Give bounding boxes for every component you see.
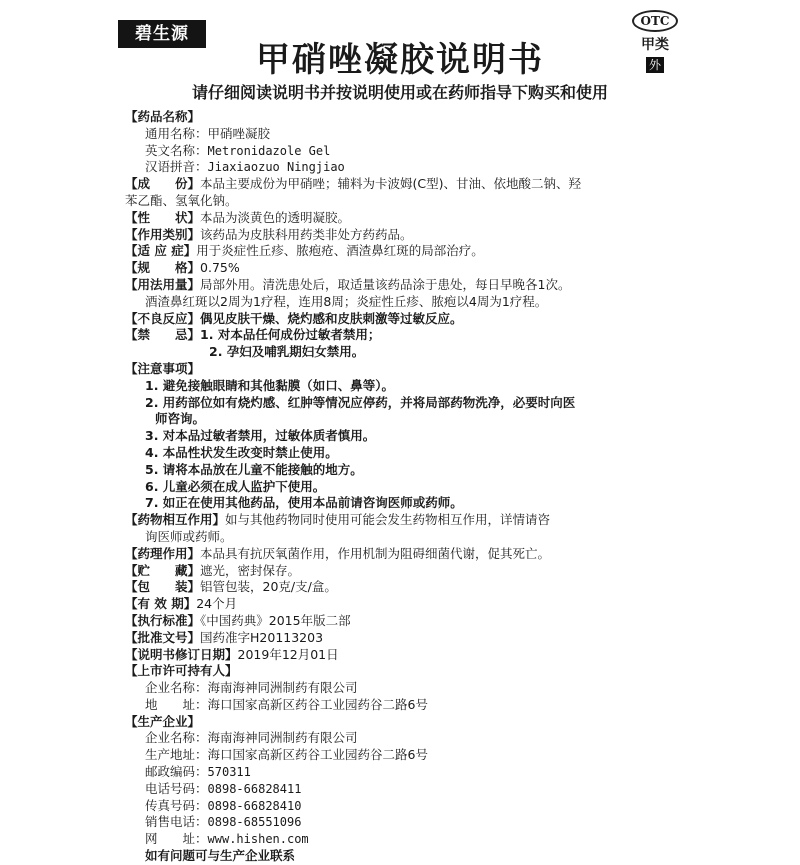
field-label: 【禁 忌】 [125, 327, 201, 343]
field-value: 海口国家高新区药谷工业园药谷二路6号 [207, 696, 428, 712]
field-label: 【规 格】 [125, 260, 201, 276]
otc-external-mark: 外 [646, 57, 664, 73]
field-label: 企业名称： [145, 680, 208, 696]
field-label: 【不良反应】 [125, 310, 201, 326]
fax-row [125, 798, 670, 815]
field-value: 局部外用。清洗患处后，取适量该药品涂于患处，每日早晚各1次。 [200, 276, 571, 292]
field-label: 英文名称： [145, 142, 208, 158]
field-value: Jiaxiaozuo Ningjiao [207, 160, 345, 175]
field-label: 【批准文号】 [125, 629, 201, 645]
postal-code-row [125, 764, 670, 781]
field-label: 电话号码： [145, 780, 208, 796]
field-value: 0898-66828410 [207, 798, 302, 813]
manufacturer-address-row [125, 747, 670, 764]
field-value: 本品具有抗厌氧菌作用，作用机制为阻碍细菌代谢，促其死亡。 [200, 545, 551, 561]
contraindication-row-cont: 2. 孕妇及哺乳期妇女禁用。 [209, 344, 365, 360]
common-name-row [125, 126, 670, 143]
field-value: 该药品为皮肤科用药类非处方药药品。 [200, 226, 413, 242]
field-value: 海南海神同洲制药有限公司 [207, 680, 358, 696]
holder-company-row [125, 680, 670, 697]
field-value: 本品为淡黄色的透明凝胶。 [200, 209, 351, 225]
precaution-item: 6. 儿童必须在成人监护下使用。 [145, 478, 326, 494]
field-value: 海南海神同洲制药有限公司 [207, 730, 358, 746]
field-label: 【有 效 期】 [125, 596, 197, 612]
interactions-row-cont: 询医师或药师。 [145, 528, 233, 544]
field-label: 【药物相互作用】 [125, 512, 226, 528]
holder-heading: 【上市许可持有人】 [125, 663, 238, 679]
field-value: 国药准字H20113203 [200, 629, 324, 645]
holder-address-row [125, 697, 670, 714]
field-value: 遮光，密封保存。 [200, 562, 301, 578]
revision-row [125, 647, 670, 664]
field-label: 【用法用量】 [125, 276, 201, 292]
interactions-row [125, 512, 670, 529]
field-label: 【适 应 症】 [125, 243, 197, 259]
field-value: 偶见皮肤干燥、烧灼感和皮肤刺激等过敏反应。 [200, 310, 463, 326]
field-value: Metronidazole Gel [207, 143, 331, 158]
phone-row [125, 781, 670, 798]
precaution-item: 3. 对本品过敏者禁用，过敏体质者慎用。 [145, 428, 376, 444]
indications-row [125, 243, 670, 260]
field-label: 企业名称： [145, 730, 208, 746]
approval-row [125, 630, 670, 647]
precaution-item: 2. 用药部位如有烧灼感、红肿等情况应停药，并将局部药物洗净，必要时向医 [145, 394, 576, 410]
precaution-item: 7. 如正在使用其他药品，使用本品前请咨询医师或药师。 [145, 495, 463, 511]
validity-row [125, 596, 670, 613]
field-label: 地 址： [145, 696, 208, 712]
field-label: 【包 装】 [125, 579, 201, 595]
field-label: 邮政编码： [145, 764, 208, 780]
field-label: 【成 份】 [125, 176, 201, 192]
field-label: 生产地址： [145, 747, 208, 763]
field-value: 24个月 [196, 596, 238, 612]
field-label: 网 址： [145, 831, 208, 847]
package-row [125, 579, 670, 596]
field-label: 销售电话： [145, 814, 208, 830]
sales-phone-row [125, 814, 670, 831]
precautions-heading: 【注意事项】 [125, 360, 201, 376]
field-value: www.hishen.com [207, 832, 309, 847]
field-label: 【执行标准】 [125, 612, 201, 628]
field-label: 【作用类别】 [125, 226, 201, 242]
page-title: 甲硝唑凝胶说明书 [256, 40, 544, 80]
field-label: 通用名称： [145, 125, 208, 141]
field-value: 《中国药典》2015年版二部 [200, 612, 351, 628]
field-value: 甲硝唑凝胶 [207, 125, 271, 141]
field-value: 铝管包装，20克/支/盒。 [200, 579, 337, 595]
precaution-item-cont: 师咨询。 [155, 411, 206, 427]
precaution-item: 4. 本品性状发生改变时禁止使用。 [145, 444, 338, 460]
english-name-row [125, 143, 670, 160]
standard-row [125, 613, 670, 630]
pharmacology-row [125, 546, 670, 563]
field-value: 570311 [207, 765, 251, 780]
field-label: 【说明书修订日期】 [125, 646, 238, 662]
storage-row [125, 563, 670, 580]
usage-row [125, 277, 670, 294]
specification-row [125, 260, 670, 277]
footer-note: 如有问题可与生产企业联系 [145, 848, 296, 864]
precaution-item: 5. 请将本品放在儿童不能接触的地方。 [145, 461, 363, 477]
field-label: 【药理作用】 [125, 545, 201, 561]
field-value: 0898-68551096 [207, 815, 302, 830]
field-value: 0.75% [200, 260, 240, 276]
field-label: 【贮 藏】 [125, 562, 201, 578]
pinyin-name-row [125, 159, 670, 176]
field-label: 【性 状】 [125, 209, 201, 225]
field-label: 传真号码： [145, 797, 208, 813]
field-value: 1. 对本品任何成份过敏者禁用； [200, 327, 381, 343]
otc-label: OTC [632, 10, 678, 32]
category-row [125, 227, 670, 244]
field-value: 2019年12月01日 [237, 646, 339, 662]
section-heading: 【药品名称】 [125, 109, 201, 124]
contraindication-row [125, 327, 670, 344]
precaution-item: 1. 避免接触眼睛和其他黏膜（如口、鼻等）。 [145, 377, 395, 393]
otc-class: 甲类 [641, 37, 669, 53]
adverse-row [125, 311, 670, 328]
field-value: 如与其他药物同时使用可能会发生药物相互作用，详情请咨 [225, 512, 551, 528]
page-subtitle: 请仔细阅读说明书并按说明使用或在药师指导下购买和使用 [191, 83, 608, 102]
field-value: 海口国家高新区药谷工业园药谷二路6号 [207, 747, 428, 763]
brand-logo: 碧生源 [118, 20, 206, 48]
manufacturer-heading: 【生产企业】 [125, 713, 201, 729]
field-value: 0898-66828411 [207, 781, 302, 796]
field-value: 本品主要成份为甲硝唑；辅料为卡波姆(C型)、甘油、依地酸二钠、羟 [200, 176, 581, 192]
website-row [125, 831, 670, 848]
composition-row [125, 176, 670, 193]
field-value: 用于炎症性丘疹、脓疱疮、酒渣鼻红斑的局部治疗。 [196, 243, 484, 259]
composition-row-cont: 苯乙酯、氢氧化钠。 [125, 192, 238, 208]
properties-row [125, 210, 670, 227]
field-label: 汉语拼音： [145, 159, 208, 175]
manufacturer-company-row [125, 730, 670, 747]
usage-row-cont: 酒渣鼻红斑以2周为1疗程，连用8周；炎症性丘疹、脓疱以4周为1疗程。 [145, 293, 548, 309]
leaflet-body [125, 109, 670, 865]
